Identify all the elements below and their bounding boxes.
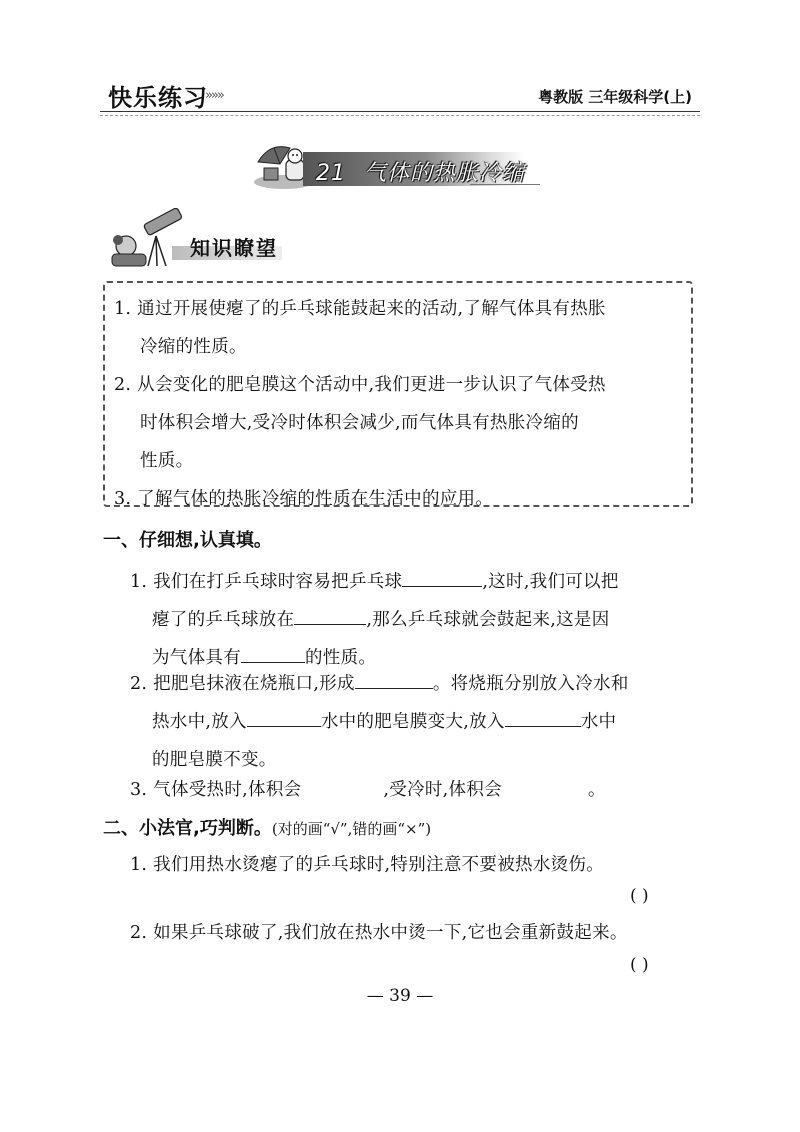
lesson-title bbox=[316, 156, 525, 187]
q2-text-f: 的肥皂膜不变。 bbox=[152, 750, 277, 770]
lesson-name: 气体的热胀冷缩 bbox=[364, 161, 526, 186]
knowledge-point-2-line-3: 性质。 bbox=[140, 451, 194, 471]
q1-text-e: 为气体具有 bbox=[152, 648, 241, 668]
q1-text-a: 1. 我们在打乒乓球时容易把乒乓球 bbox=[130, 572, 403, 592]
section-2-title: 二、小法官,巧判断。 bbox=[103, 818, 272, 839]
knowledge-point-1-line-1: 1. 通过开展使瘪了的乒乓球能鼓起来的活动,了解气体具有热胀 bbox=[114, 299, 606, 319]
q2-text-c: 热水中,放入 bbox=[152, 712, 247, 732]
judge-question-1: 1. 我们用热水烫瘪了的乒乓球时,特别注意不要被热水烫伤。 bbox=[130, 855, 605, 875]
q2-text-d: 水中的肥皂膜变大,放入 bbox=[320, 712, 505, 732]
q3-text-b: ,受冷时,体积会 bbox=[383, 780, 502, 800]
fill-question-2 bbox=[130, 665, 629, 779]
telescope-icon bbox=[104, 208, 188, 270]
q3-text-a: 3. 气体受热时,体积会 bbox=[130, 780, 302, 800]
header-arrows-icon: »»» bbox=[205, 88, 223, 103]
header-series-title: 快乐练习 bbox=[108, 84, 208, 112]
q1-text-c: 瘪了的乒乓球放在 bbox=[152, 610, 295, 630]
section-2-instruction: (对的画“√”,错的画“×”) bbox=[271, 820, 432, 838]
fill-question-1 bbox=[130, 563, 619, 677]
section-2-heading bbox=[103, 814, 431, 840]
header-rule bbox=[100, 111, 700, 112]
q1-blank-3[interactable] bbox=[241, 644, 305, 663]
judge-question-2: 2. 如果乒乓球破了,我们放在热水中烫一下,它也会重新鼓起来。 bbox=[130, 923, 628, 943]
page-number: — 39 — bbox=[366, 986, 434, 1006]
q1-blank-2[interactable] bbox=[294, 606, 366, 625]
q3-text-c: 。 bbox=[587, 780, 606, 800]
judge-answer-2[interactable]: ( ) bbox=[630, 955, 649, 975]
header-edition: 粤教版 三年级科学(上) bbox=[538, 88, 692, 106]
knowledge-point-2-line-2: 时体积会增大,受冷时体积会减少,而气体具有热胀冷缩的 bbox=[140, 413, 579, 433]
judge-answer-1[interactable]: ( ) bbox=[630, 886, 649, 906]
lesson-number: 21 bbox=[316, 161, 346, 186]
knowledge-title: 知识瞭望 bbox=[190, 236, 278, 260]
q2-blank-2[interactable] bbox=[247, 708, 321, 727]
knowledge-point-1-line-2: 冷缩的性质。 bbox=[140, 337, 247, 357]
knowledge-point-3-line-1: 3. 了解气体的热胀冷缩的性质在生活中的应用。 bbox=[114, 489, 494, 509]
q2-text-a: 2. 把肥皂抹液在烧瓶口,形成 bbox=[130, 674, 355, 694]
q1-blank-1[interactable] bbox=[402, 568, 482, 587]
section-1-heading: 一、仔细想,认真填。 bbox=[103, 530, 272, 551]
header-rule-dashed bbox=[100, 115, 700, 116]
q2-blank-1[interactable] bbox=[355, 670, 433, 689]
q2-text-b: 。将烧瓶分别放入冷水和 bbox=[432, 674, 629, 694]
q1-text-b: ,这时,我们可以把 bbox=[482, 572, 619, 592]
fill-question-3 bbox=[130, 771, 606, 809]
knowledge-point-1 bbox=[114, 290, 606, 518]
q2-text-e: 水中 bbox=[580, 712, 617, 732]
knowledge-point-2-line-1: 2. 从会变化的肥皂膜这个活动中,我们更进一步认识了气体受热 bbox=[114, 375, 606, 395]
q1-text-d: ,那么乒乓球就会鼓起来,这是因 bbox=[366, 610, 610, 630]
q2-blank-3[interactable] bbox=[505, 708, 581, 727]
q1-text-f: 的性质。 bbox=[305, 648, 377, 668]
